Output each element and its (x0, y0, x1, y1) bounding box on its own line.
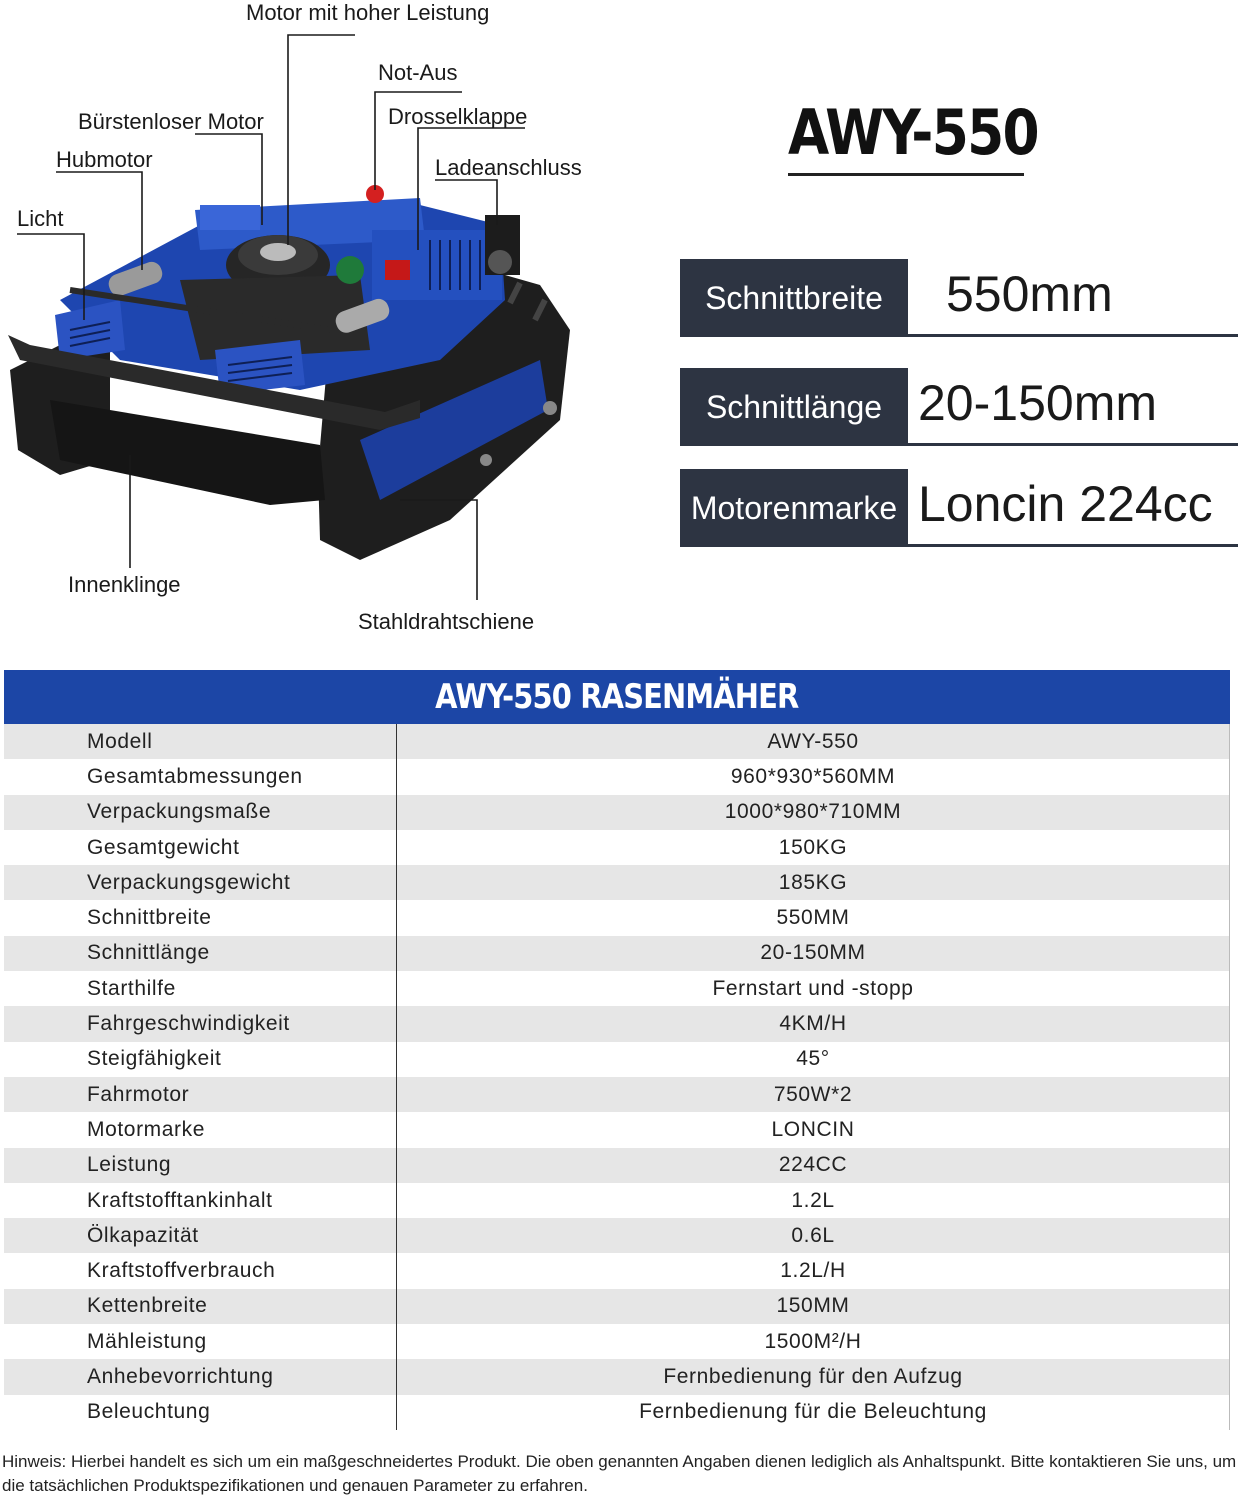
table-row (4, 1042, 1229, 1077)
spec-key: Kraftstoffverbrauch (4, 1253, 397, 1288)
table-row (4, 1324, 1229, 1359)
key-spec-label: Motorenmarke (680, 469, 908, 547)
table-row (4, 1218, 1229, 1253)
key-spec-engine-brand (680, 469, 1238, 547)
model-title: AWY-550 (788, 96, 1038, 169)
spec-key: Steigfähigkeit (4, 1042, 397, 1077)
spec-key: Leistung (4, 1148, 397, 1183)
spec-value: 1000*980*710MM (724, 800, 902, 824)
spec-key: Verpackungsmaße (4, 795, 397, 830)
callout-inner-blade: Innenklinge (68, 572, 181, 597)
key-spec-cutting-width (680, 259, 1238, 337)
table-row (4, 971, 1229, 1006)
table-row (4, 759, 1229, 794)
spec-value: 4KM/H (779, 1012, 847, 1036)
callout-charging-port: Ladeanschluss (435, 155, 582, 180)
spec-value: Fernbedienung für die Beleuchtung (639, 1400, 987, 1424)
spec-value: 0.6L (791, 1223, 835, 1247)
table-row (4, 1183, 1229, 1218)
disclaimer-note: Hinweis: Hierbei handelt es sich um ein maßgeschneidertes Produkt. Die oben genannten Angaben dienen lediglich als Anhaltspunkt. Bitte kontaktieren Sie uns, um die tatsächlichen Produktspezifikationen und genauen Parameter zu erfahren. (2, 1452, 1237, 1495)
blade-housing-icon (50, 400, 325, 505)
spec-key: Beleuchtung (4, 1395, 397, 1430)
spec-key: Starthilfe (4, 971, 397, 1006)
spec-key: Kettenbreite (4, 1289, 397, 1324)
mower-illustration (0, 0, 660, 650)
key-spec-value: 20-150mm (918, 375, 1157, 431)
key-spec-value: Loncin 224cc (918, 476, 1213, 532)
table-row (4, 795, 1229, 830)
spec-key: Schnittlänge (4, 936, 397, 971)
spec-key: Mähleistung (4, 1324, 397, 1359)
spec-key: Anhebevorrichtung (4, 1359, 397, 1394)
key-spec-label: Schnittlänge (680, 368, 908, 446)
spec-value: 1500M²/H (764, 1329, 862, 1353)
table-row (4, 900, 1229, 935)
spec-value: 20-150MM (760, 941, 866, 965)
callout-emergency-stop: Not-Aus (378, 60, 458, 85)
spec-key: Modell (4, 724, 397, 759)
table-row (4, 1253, 1229, 1288)
callout-throttle: Drosselklappe (388, 104, 528, 129)
spec-value: AWY-550 (767, 729, 859, 753)
spec-value: 750W*2 (773, 1082, 853, 1106)
table-row (4, 1359, 1229, 1394)
spec-key: Fahrmotor (4, 1077, 397, 1112)
spec-value: Fernbedienung für den Aufzug (663, 1364, 963, 1388)
key-spec-divider (908, 443, 1238, 446)
spec-value: 550MM (776, 906, 850, 930)
spec-value: 45° (796, 1047, 830, 1071)
table-row (4, 724, 1229, 759)
spec-key: Verpackungsgewicht (4, 865, 397, 900)
spec-value: 1.2L (791, 1188, 835, 1212)
table-row (4, 1395, 1229, 1430)
table-row (4, 1148, 1229, 1183)
spec-table-header (4, 670, 1230, 724)
key-spec-divider (908, 334, 1238, 337)
key-spec-divider (908, 544, 1238, 547)
spec-value: 150KG (778, 835, 848, 859)
spec-table-body (4, 724, 1230, 1430)
callout-brushless-motor: Bürstenloser Motor (78, 109, 264, 134)
callout-steel-wire-track: Stahldrahtschiene (358, 609, 535, 634)
key-spec-cutting-length (680, 368, 1238, 446)
product-diagram (0, 0, 660, 650)
callout-lift-motor: Hubmotor (56, 147, 153, 172)
table-row (4, 936, 1229, 971)
spec-key: Kraftstofftankinhalt (4, 1183, 397, 1218)
spec-value: 960*930*560MM (730, 764, 896, 788)
spec-table-title: AWY-550 RASENMÄHER (435, 677, 799, 717)
spec-table (4, 670, 1230, 1430)
callout-motor-high-power: Motor mit hoher Leistung (246, 0, 490, 25)
table-row (4, 1006, 1229, 1041)
key-spec-value: 550mm (946, 266, 1113, 322)
spec-key: Gesamtgewicht (4, 830, 397, 865)
spec-value: Fernstart und -stopp (712, 976, 914, 1000)
spec-value: 150MM (776, 1294, 850, 1318)
spec-value: LONCIN (771, 1117, 855, 1141)
table-row (4, 1077, 1229, 1112)
table-row (4, 1289, 1229, 1324)
key-spec-label: Schnittbreite (680, 259, 908, 337)
table-row (4, 865, 1229, 900)
model-title-underline (788, 173, 1024, 176)
spec-value: 1.2L/H (780, 1259, 846, 1283)
table-row (4, 830, 1229, 865)
callout-light: Licht (17, 206, 64, 231)
spec-key: Fahrgeschwindigkeit (4, 1006, 397, 1041)
table-row (4, 1112, 1229, 1147)
spec-key: Schnittbreite (4, 900, 397, 935)
spec-key: Gesamtabmessungen (4, 759, 397, 794)
spec-value: 224CC (778, 1153, 848, 1177)
spec-key: Motormarke (4, 1112, 397, 1147)
spec-value: 185KG (778, 870, 848, 894)
spec-key: Ölkapazität (4, 1218, 397, 1253)
